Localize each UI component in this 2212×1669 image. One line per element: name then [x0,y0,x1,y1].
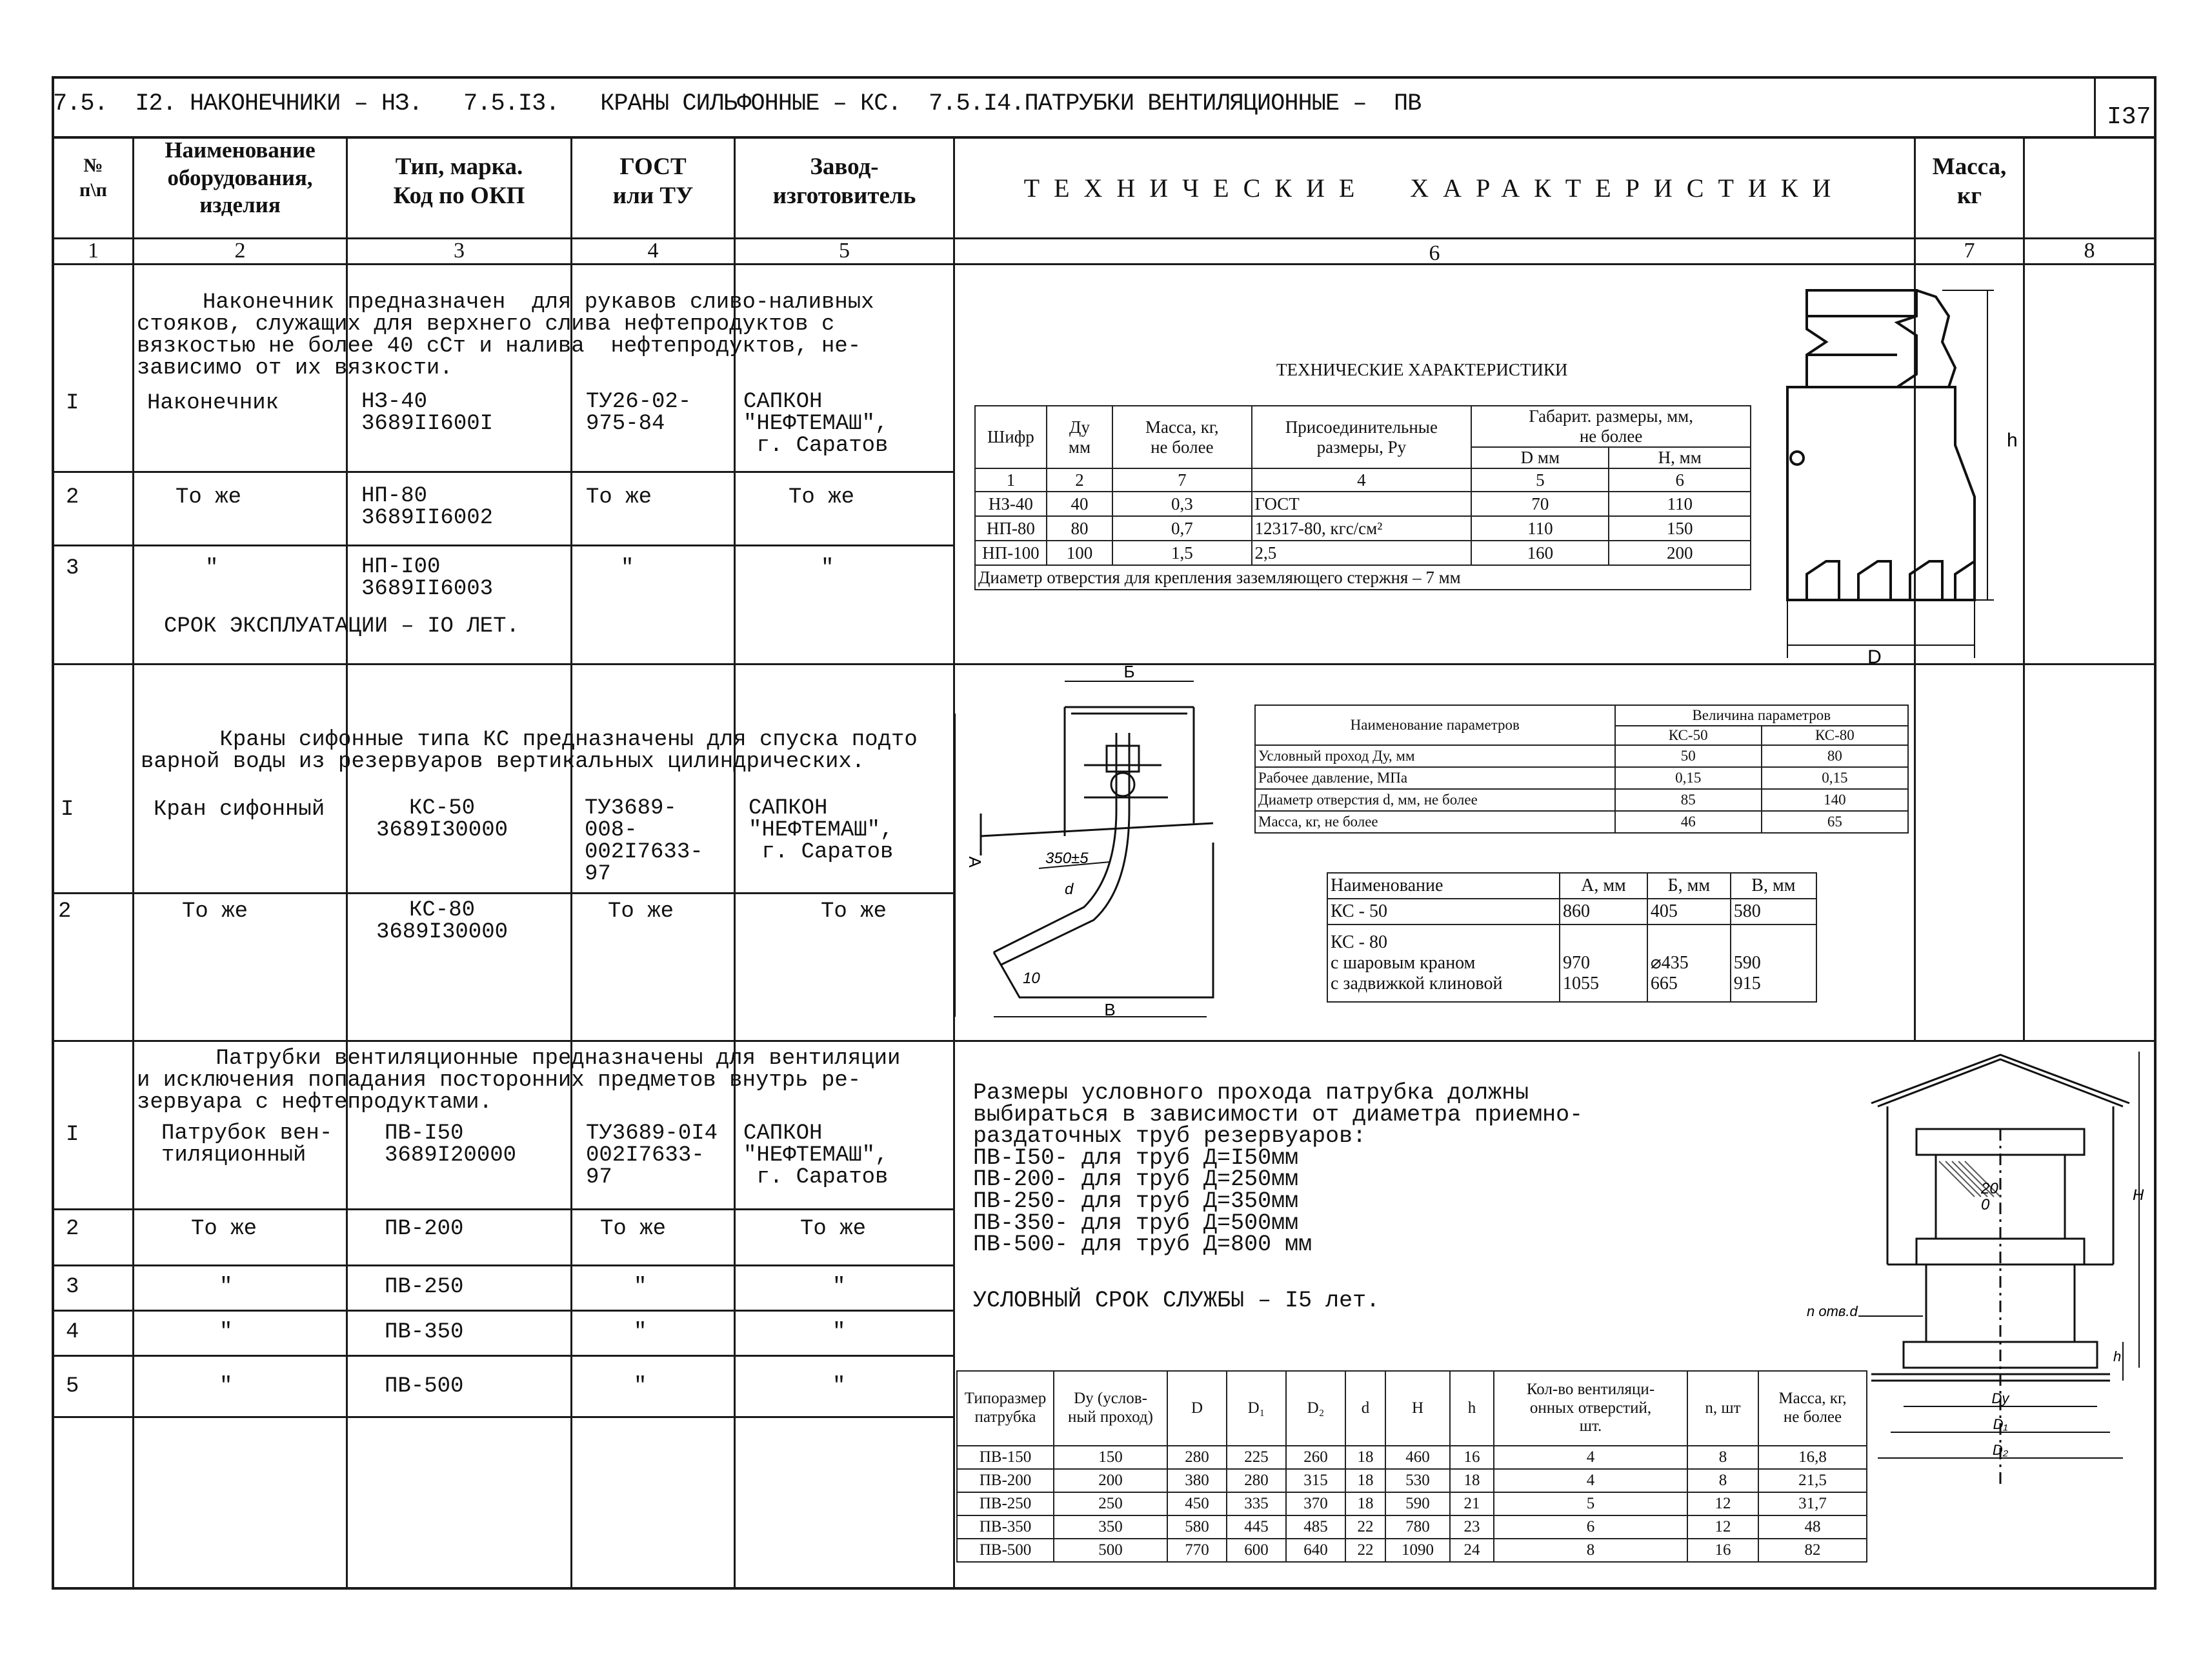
params-th-ks50: КС-50 [1615,726,1762,745]
table-cell: 640 [1286,1539,1345,1562]
vent-dim-d2: D₂ [1992,1442,2009,1458]
table-cell: КС - 80 с шаровым краном с задвижкой клиновой [1327,924,1560,1002]
sec2-intro: Краны сифонные типа КС предназначены для спуска подто варной воды из резервуаров вертикальных цилиндрических. [141,728,918,774]
table-cell: 450 [1167,1492,1227,1515]
siphon-dim-350: 350±5 [1045,850,1089,867]
th-mass: Масса, кг, не более [1758,1371,1867,1446]
dims-th-b: Б, мм [1647,873,1731,899]
nozzle-drawing [1768,277,2142,677]
table-cell: 50 [1615,745,1762,767]
col-num-4: 4 [647,239,659,263]
table-cell: 1090 [1385,1539,1450,1562]
col-header-name: Наименование оборудования, изделия [165,137,316,218]
col-sep-1 [132,136,134,1590]
sec1-term: СРОК ЭКСПЛУАТАЦИИ – IO ЛЕТ. [164,614,519,639]
th-conn: Присоединительные размеры, Ру [1252,406,1472,468]
table-cell: 140 [1762,789,1908,811]
table-cell: Диаметр отверстия d, мм, не более [1255,789,1615,811]
table-cell: 260 [1286,1446,1345,1469]
table-cell: 600 [1227,1539,1286,1562]
table-cell: 4 [1494,1446,1687,1469]
table-cell: 5 [1494,1492,1687,1515]
table-cell: ПВ-150 [957,1446,1054,1469]
frame-top [52,76,2157,79]
table-cell: 6 [1494,1515,1687,1539]
col-num-2: 2 [234,239,246,263]
th-d2: D₂ [1286,1371,1345,1446]
table-cell: 18 [1345,1492,1385,1515]
vent-dim-small-h: h [2113,1348,2122,1364]
table-cell: 150 [1609,516,1751,541]
sec2-r1-name: Кран сифонный [154,797,325,822]
col-num-6: 6 [1429,241,1440,265]
table-cell: 350 [1054,1515,1167,1539]
table-cell: 80 [1047,516,1112,541]
sec3-r1-name: Патрубок вен- тиляционный [161,1121,333,1168]
table-cell: 82 [1758,1539,1867,1562]
table-cell: 445 [1227,1515,1286,1539]
dims-th-v: В, мм [1731,873,1816,899]
sec1-r2-gost: То же [586,485,652,510]
table-cell: 225 [1227,1446,1286,1469]
th-h: H, мм [1609,447,1751,468]
nozzle-dim-d: D [1867,646,1882,668]
table-cell: 70 [1471,492,1609,516]
params-th-val: Величина параметров [1615,705,1908,726]
vent-dim-20: 20 [1981,1180,1998,1197]
frame-sec2-bottom [52,1040,2157,1042]
table-cell: 18 [1345,1469,1385,1492]
page-header: 7.5. I2. НАКОНЕЧНИКИ – НЗ. 7.5.I3. КРАНЫ СИЛЬФОННЫЕ – КС. 7.5.I4.ПАТРУБКИ ВЕНТИЛЯЦИОННЫЕ – ПВ [53,90,1422,117]
sec3-r2-maker: То же [800,1217,867,1241]
sec3-r1-num: I [66,1123,79,1147]
sec3-r4-name: " [219,1320,233,1344]
sec1-intro: Наконечник предназначен для рукавов сливо-наливных стояков, служащих для верхнего слива нефтепродуктов с вязкостью не более 40 сСт и налива нефтепродуктов, не- зависимо от их вязкости. [137,290,874,381]
sec1-r3-name: " [205,556,219,581]
table-cell: 280 [1227,1469,1286,1492]
th-n: n, шт [1687,1371,1758,1446]
sec3-r2-num: 2 [66,1217,79,1241]
table-cell: 280 [1167,1446,1227,1469]
sec1-r3-num: 3 [66,556,79,581]
siphon-dim-b: Б [1123,662,1135,681]
table-cell: КС - 50 [1327,899,1560,924]
table-cell: 12 [1687,1492,1758,1515]
th-d: D мм [1471,447,1609,468]
table-cell: ГОСТ [1252,492,1472,516]
sec3-r5-maker: " [832,1374,846,1399]
table-cell: 12317-80, кгс/см² [1252,516,1472,541]
table-cell: ПВ-200 [957,1469,1054,1492]
frame-right [2154,76,2157,1590]
th-h-big: H [1385,1371,1450,1446]
table-cell: 23 [1450,1515,1494,1539]
table-cell: НП-80 [975,516,1047,541]
params-th-name: Наименование параметров [1255,705,1615,745]
table-cell: 110 [1609,492,1751,516]
table-cell: 24 [1450,1539,1494,1562]
table-cell: 21,5 [1758,1469,1867,1492]
sec3-row-line-5 [52,1416,955,1418]
sec1-table-note: Диаметр отверстия для крепления заземляющего стержня – 7 мм [975,565,1751,590]
table-cell: ПВ-500 [957,1539,1054,1562]
sec3-service-life: УСЛОВНЫЙ СРОК СЛУЖБЫ – I5 лет. [973,1288,1380,1314]
table-cell: 16,8 [1758,1446,1867,1469]
col-num-5: 5 [839,239,850,263]
sec1-row-line-2 [52,545,955,546]
sec3-r5-name: " [219,1374,233,1399]
sec1-spec-table [974,405,1751,590]
col-num-1: 1 [88,239,99,263]
table-cell: 8 [1687,1446,1758,1469]
table-cell: 16 [1687,1539,1758,1562]
vent-dim-n: n отв.d [1807,1303,1858,1319]
table-cell: 4 [1494,1469,1687,1492]
frame-header-bottom [52,136,2157,139]
page-number: I37 [2107,103,2151,131]
table-cell: 770 [1167,1539,1227,1562]
sec1-r1-maker: САПКОН "НЕФТЕМАШ", г. Саратов [743,390,889,458]
sec3-row-line-3 [52,1310,955,1312]
table-cell: 860 [1560,899,1647,924]
th-small-d: d [1345,1371,1385,1446]
table-cell: 780 [1385,1515,1450,1539]
sec2-r1-num: I [61,797,74,822]
sec2-r1-maker: САПКОН "НЕФТЕМАШ", г. Саратов [749,796,894,864]
col-header-mass: Масса, кг [1932,154,2007,210]
table-cell: 405 [1647,899,1731,924]
sec3-r1-type: ПВ-I50 3689I20000 [385,1121,517,1168]
siphon-dim-v: В [1104,1000,1116,1019]
table-cell: 0,3 [1112,492,1251,516]
vent-dim-0: 0 [1981,1196,1990,1214]
table-cell: 0,15 [1615,767,1762,789]
sec3-r3-type: ПВ-250 [385,1275,464,1299]
table-cell: ПВ-250 [957,1492,1054,1515]
frame-left [52,76,54,1590]
vent-dim-h: H [2133,1186,2144,1204]
sec1-r2-num: 2 [66,485,79,510]
nozzle-dim-h: h [2007,430,2018,451]
table-cell: 500 [1054,1539,1167,1562]
dims-th-a: А, мм [1560,873,1647,899]
sec3-sizes-note: Размеры условного прохода патрубка должны выбираться в зависимости от диаметра приемно- раздаточных труб резервуаров: ПВ-I50- для труб Д=I50мм ПВ-200- для труб Д=250мм ПВ-250- для труб Д=350мм ПВ-350- для труб Д=500мм ПВ-500- для труб Д=800 мм [973,1080,1584,1258]
sec3-row-line-2 [52,1264,955,1266]
col-header-num: № п\п [79,155,107,201]
th-holes: Кол-во вентиляци- онных отверстий, шт. [1494,1371,1687,1446]
sec3-r4-gost: " [634,1320,647,1344]
table-cell: Рабочее давление, МПа [1255,767,1615,789]
col-num-8: 8 [2084,239,2095,263]
table-cell: 16 [1450,1446,1494,1469]
th-gab: Габарит. размеры, мм, не более [1471,406,1751,447]
table-cell: 380 [1167,1469,1227,1492]
table-cell: 8 [1687,1469,1758,1492]
table-cell: 250 [1054,1492,1167,1515]
sec3-r3-name: " [219,1275,233,1299]
table-cell: Условный проход Ду, мм [1255,745,1615,767]
sec1-r1-gost: ТУ26-02- 975-84 [586,390,692,436]
table-cell: ⌀435 665 [1647,924,1731,1002]
table-cell: 18 [1345,1446,1385,1469]
table-cell: 590 915 [1731,924,1816,1002]
table-cell: ПВ-350 [957,1515,1054,1539]
sec1-r2-maker: То же [789,485,855,510]
table-cell: 485 [1286,1515,1345,1539]
sec2-r2-num: 2 [58,899,72,924]
table-cell: 1,5 [1112,541,1251,565]
sec3-r5-num: 5 [66,1374,79,1399]
sec1-r3-type: НП-I00 3689II6003 [361,555,494,601]
vent-pipe-drawing [1807,1045,2142,1490]
sec1-r3-gost: " [621,556,634,581]
sec3-r5-gost: " [634,1374,647,1399]
sec3-intro: Патрубки вентиляционные предназначены для вентиляции и исключения попадания посторонних предметов внутрь ре- зервуара с нефтепродуктами. [137,1046,901,1115]
table-cell: 2,5 [1252,541,1472,565]
sec1-row-line-1 [52,471,955,473]
col-header-tech: ТЕХНИЧЕСКИЕ ХАРАКТЕРИСТИКИ [1023,174,1845,203]
table-cell: 335 [1227,1492,1286,1515]
sec3-r1-maker: САПКОН "НЕФТЕМАШ", г. Саратов [743,1121,889,1190]
siphon-dim-d: d [1065,881,1074,898]
tn-4: 4 [1252,468,1472,492]
siphon-dim-10: 10 [1023,970,1040,987]
vent-dim-dy: Dy [1991,1390,2009,1406]
sec2-r2-maker: То же [821,899,887,924]
table-cell: НЗ-40 [975,492,1047,516]
table-cell: 31,7 [1758,1492,1867,1515]
table-cell: 160 [1471,541,1609,565]
dims-th-name: Наименование [1327,873,1560,899]
th-du: Ду мм [1047,406,1112,468]
table-cell: 580 [1731,899,1816,924]
th-shifr: Шифр [975,406,1047,468]
table-cell: 370 [1286,1492,1345,1515]
sec3-r4-type: ПВ-350 [385,1320,464,1344]
siphon-crane-drawing [955,662,1226,1036]
col-num-3: 3 [454,239,465,263]
table-cell: 12 [1687,1515,1758,1539]
col-header-maker: Завод- изготовитель [772,154,916,210]
table-cell: 21 [1450,1492,1494,1515]
table-cell: 110 [1471,516,1609,541]
sec2-r2-type: КС-80 3689I30000 [376,898,508,944]
tn-6: 6 [1609,468,1751,492]
sec2-r1-type: КС-50 3689I30000 [376,796,508,843]
sec3-r2-gost: То же [600,1217,667,1241]
table-cell: 580 [1167,1515,1227,1539]
table-cell: 200 [1609,541,1751,565]
params-th-ks80: КС-80 [1762,726,1908,745]
col-num-7: 7 [1964,239,1975,263]
tn-5: 5 [1471,468,1609,492]
sec3-spec-table [956,1370,1867,1563]
sec2-r2-name: То же [182,899,248,924]
sec1-r1-num: I [66,391,79,415]
table-cell: 0,7 [1112,516,1251,541]
sec3-r3-num: 3 [66,1275,79,1299]
table-cell: Масса, кг, не более [1255,811,1615,833]
table-cell: 22 [1345,1515,1385,1539]
th-type: Типоразмер патрубка [957,1371,1054,1446]
sec2-r1-gost: ТУ3689- 008- 002I7633- 97 [585,796,703,886]
sec2-dims-table [1327,872,1817,1003]
sec2-r2-gost: То же [608,899,674,924]
table-cell: 315 [1286,1469,1345,1492]
sec3-row-line-1 [52,1208,955,1210]
table-cell: 22 [1345,1539,1385,1562]
table-cell: 200 [1054,1469,1167,1492]
sec1-r1-type: НЗ-40 3689II600I [361,390,494,436]
table-cell: 970 1055 [1560,924,1647,1002]
vent-dim-d1: D₁ [1993,1416,2008,1432]
table-cell: 590 [1385,1492,1450,1515]
table-cell: 48 [1758,1515,1867,1539]
sec2-row-line-1 [52,892,955,894]
th-d1: D₁ [1227,1371,1286,1446]
th-d: D [1167,1371,1227,1446]
table-cell: 150 [1054,1446,1167,1469]
col-header-gost: ГОСТ или ТУ [612,154,694,210]
frame-bottom [52,1587,2157,1590]
sec3-r3-gost: " [634,1275,647,1299]
sec3-row-line-4 [52,1355,955,1357]
tn-3: 7 [1112,468,1251,492]
sec3-r2-type: ПВ-200 [385,1217,464,1241]
table-cell: 46 [1615,811,1762,833]
table-cell: 530 [1385,1469,1450,1492]
table-cell: 18 [1450,1469,1494,1492]
col-header-type: Тип, марка. Код по ОКП [393,154,525,210]
sec3-r3-maker: " [832,1275,846,1299]
table-cell: 100 [1047,541,1112,565]
page-no-box-left [2094,76,2096,138]
sec1-r2-type: НП-80 3689II6002 [361,484,494,530]
sec2-params-table [1254,705,1909,834]
tn-2: 2 [1047,468,1112,492]
sec3-r4-maker: " [832,1320,846,1344]
sec3-r1-gost: ТУ3689-0I4 002I7633- 97 [586,1121,718,1190]
sec1-r3-maker: " [821,556,834,581]
table-cell: НП-100 [975,541,1047,565]
table-cell: 80 [1762,745,1908,767]
siphon-dim-a: А [965,856,985,868]
table-cell: 8 [1494,1539,1687,1562]
table-cell: 0,15 [1762,767,1908,789]
sec1-r2-name: То же [176,485,242,510]
tn-1: 1 [975,468,1047,492]
sec1-table-title: ТЕХНИЧЕСКИЕ ХАРАКТЕРИСТИКИ [1276,360,1568,379]
sec1-r1-name: Наконечник [147,391,279,415]
table-cell: 40 [1047,492,1112,516]
th-dy: Dy (услов- ный проход) [1054,1371,1167,1446]
table-cell: 65 [1762,811,1908,833]
sec3-r2-name: То же [191,1217,257,1241]
th-h-small: h [1450,1371,1494,1446]
table-cell: 85 [1615,789,1762,811]
table-cell: 460 [1385,1446,1450,1469]
th-mass: Масса, кг, не более [1112,406,1251,468]
sec3-r5-type: ПВ-500 [385,1374,464,1399]
sec3-r4-num: 4 [66,1320,79,1344]
